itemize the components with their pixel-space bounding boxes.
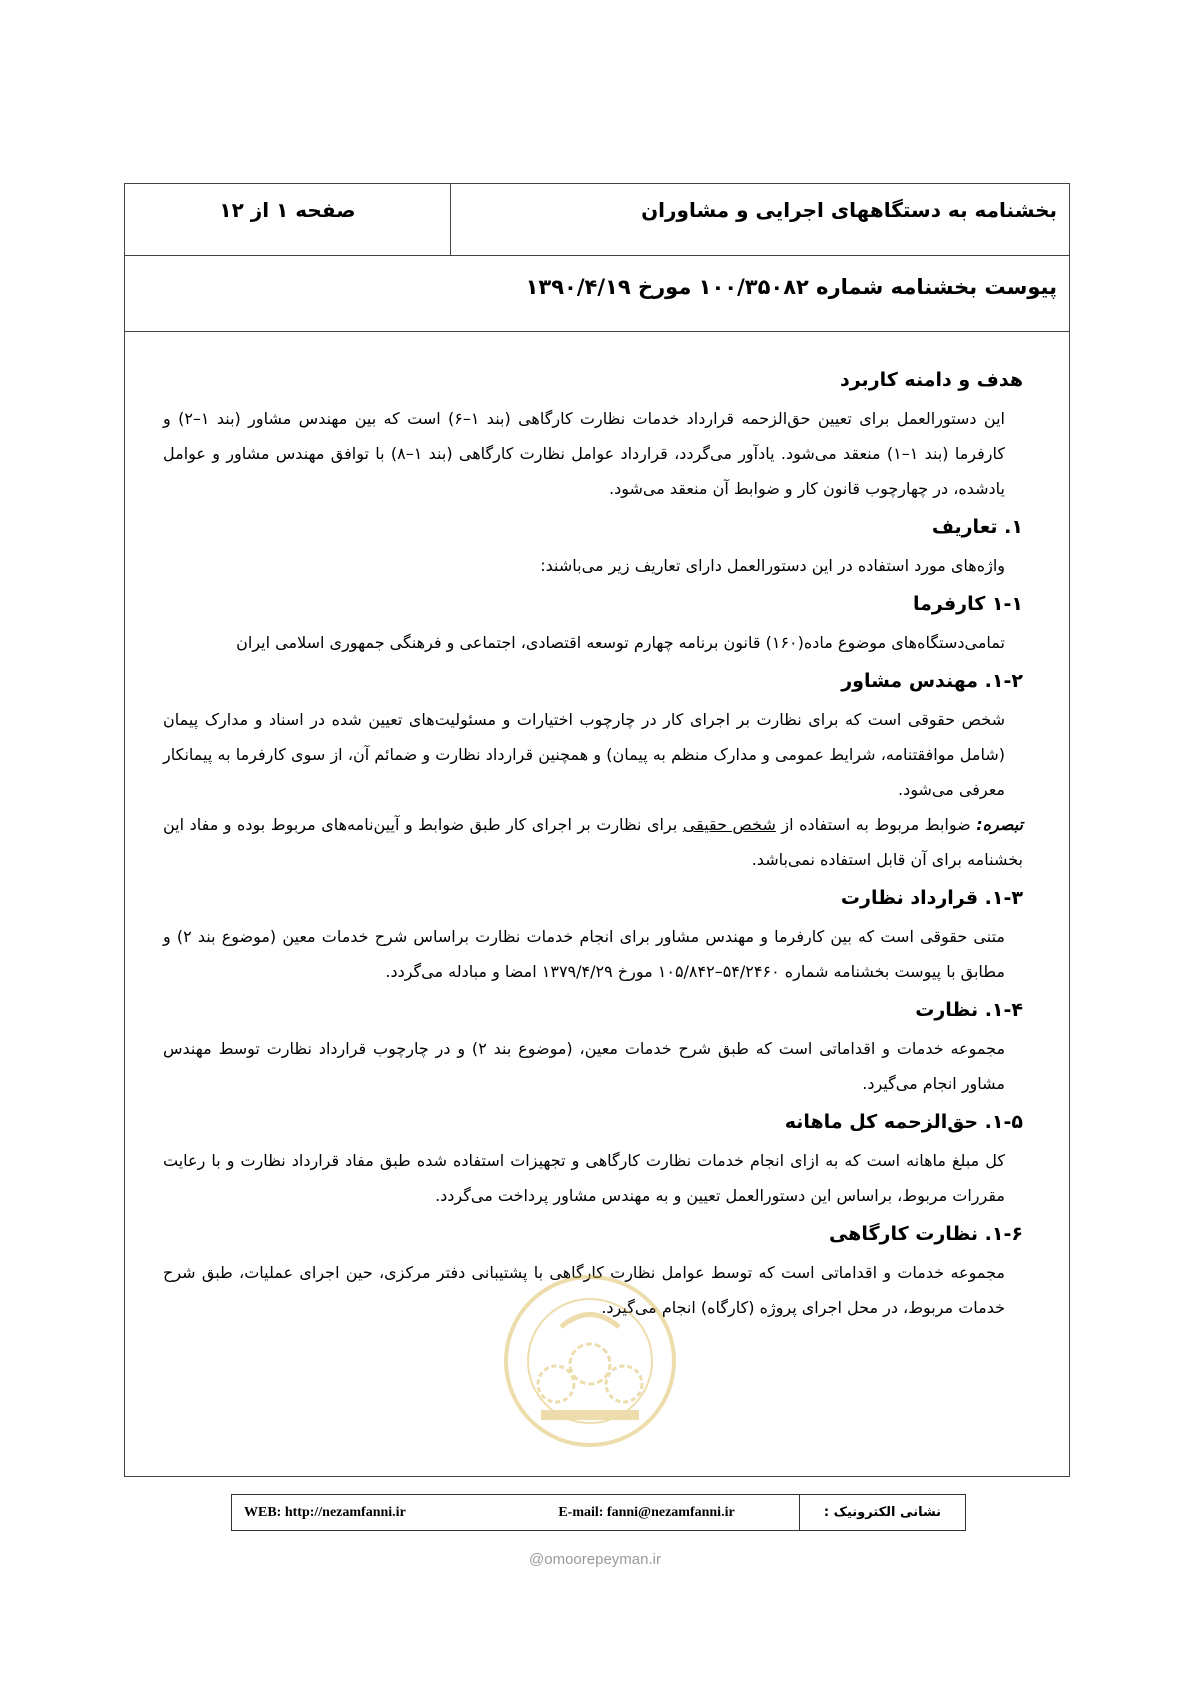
note-text-1: ضوابط مربوط به استفاده از <box>775 815 977 834</box>
definition-site-supervision-heading: ۱-۶. نظارت کارگاهی <box>828 1223 1023 1245</box>
note-paragraph <box>163 807 1023 877</box>
definitions-heading: ۱. تعاریف <box>931 516 1023 538</box>
definition-fee-text: کل مبلغ ماهانه است که به ازای انجام خدمات نظارت کارگاهی و تجهیزات استفاده شده طبق مفاد قرارداد نظارت و با رعایت مقررات مربوط، براساس این دستورالعمل تعیین و به مهندس مشاور پرداخت می‌گردد. <box>163 1151 1005 1205</box>
source-watermark: @omoorepeyman.ir <box>529 1551 661 1568</box>
definition-supervision-heading: ۱-۴. نظارت <box>915 999 1023 1021</box>
circular-title: بخشنامه به دستگاههای اجرایی و مشاوران <box>641 198 1057 222</box>
definition-consultant-text: شخص حقوقی است که برای نظارت بر اجرای کار در چارچوب اختیارات و مسئولیت‌های تعیین شده در اسناد و مدارک پیمان (شامل موافقتنامه، شرایط عمومی و مدارک منظم به پیمان) و همچنین قرارداد نظارت و ضمائم آن، از سوی کارفرما به پیمانکار معرفی می‌شود. <box>163 710 1005 799</box>
page-number: صفحه ۱ از ۱۲ <box>219 198 356 222</box>
note-label: تبصره: <box>976 815 1023 834</box>
definition-employer-heading: ۱-۱ کارفرما <box>913 593 1023 615</box>
definition-supervision-text: مجموعه خدمات و اقداماتی است که طبق شرح خدمات معین، (موضوع بند ۲) و در چارچوب قرارداد نظارت توسط مهندس مشاور انجام می‌گیرد. <box>163 1039 1006 1093</box>
footer-label: نشانی الکترونیک : <box>799 1495 965 1530</box>
definition-contract-heading: ۱-۳. قرارداد نظارت <box>840 887 1023 909</box>
header-divider <box>450 184 451 255</box>
footer-contact <box>231 1494 966 1531</box>
note-underlined: شخص حقیقی <box>682 815 776 834</box>
definition-contract-text: متنی حقوقی است که بین کارفرما و مهندس مشاور برای انجام خدمات نظارت براساس شرح خدمات معین (موضوع بند ۲) و مطابق با پیوست بخشنامه شماره ۵۴/۲۴۶۰–۱۰۵/۸۴۲ مورخ ۱۳۷۹/۴/۲۹ امضا و مبادله می‌گردد. <box>163 927 1005 981</box>
definition-employer-text: تمامی‌دستگاه‌های موضوع ماده(۱۶۰) قانون برنامه چهارم توسعه اقتصادی، اجتماعی و فرهنگی جمهوری اسلامی ایران <box>236 633 1005 652</box>
note-text-2: برای نظارت بر اجرای کار طبق ضوابط و آیین‌نامه‌های مربوط بوده و مفاد این بخشنامه برای آن قابل استفاده نمی‌باشد. <box>163 815 1023 869</box>
definition-site-supervision-text: مجموعه خدمات و اقداماتی است که توسط عوامل نظارت کارگاهی با پشتیبانی دفتر مرکزی، حین اجرای عملیات، طبق شرح خدمات مربوط، در محل اجرای پروژه (کارگاه) انجام می‌گیرد. <box>163 1263 1005 1317</box>
definition-fee-heading: ۱-۵. حق‌الزحمه کل ماهانه <box>784 1111 1023 1133</box>
definitions-intro: واژه‌های مورد استفاده در این دستورالعمل دارای تعاریف زیر می‌باشند: <box>540 556 1005 575</box>
goal-paragraph: این دستورالعمل برای تعیین حق‌الزحمه قرارداد خدمات نظارت کارگاهی (بند ۱–۶) است که بین مهندس مشاور (بند ۱–۲) و کارفرما (بند ۱–۱) منعقد می‌شود. یادآور می‌گردد، قرارداد عوامل نظارت کارگاهی (بند ۱–۸) با توافق مهندس مشاور و عوامل یادشده، در چهارچوب قانون کار و ضوابط آن منعقد می‌شود. <box>163 409 1005 498</box>
attachment-title: پیوست بخشنامه شماره ۱۰۰/۳۵۰۸۲ مورخ ۱۳۹۰/۴/۱۹ <box>525 275 1057 299</box>
seal-watermark <box>501 1272 679 1450</box>
definition-consultant-heading: ۱-۲. مهندس مشاور <box>841 670 1023 692</box>
document-body <box>163 359 1023 1325</box>
footer-email[interactable]: E-mail: fanni@nezamfanni.ir <box>558 1504 735 1520</box>
goal-heading: هدف و دامنه کاربرد <box>839 369 1023 391</box>
attachment-row <box>125 255 1069 332</box>
header-row <box>125 184 1069 256</box>
footer-web[interactable]: WEB: http://nezamfanni.ir <box>244 1504 406 1520</box>
